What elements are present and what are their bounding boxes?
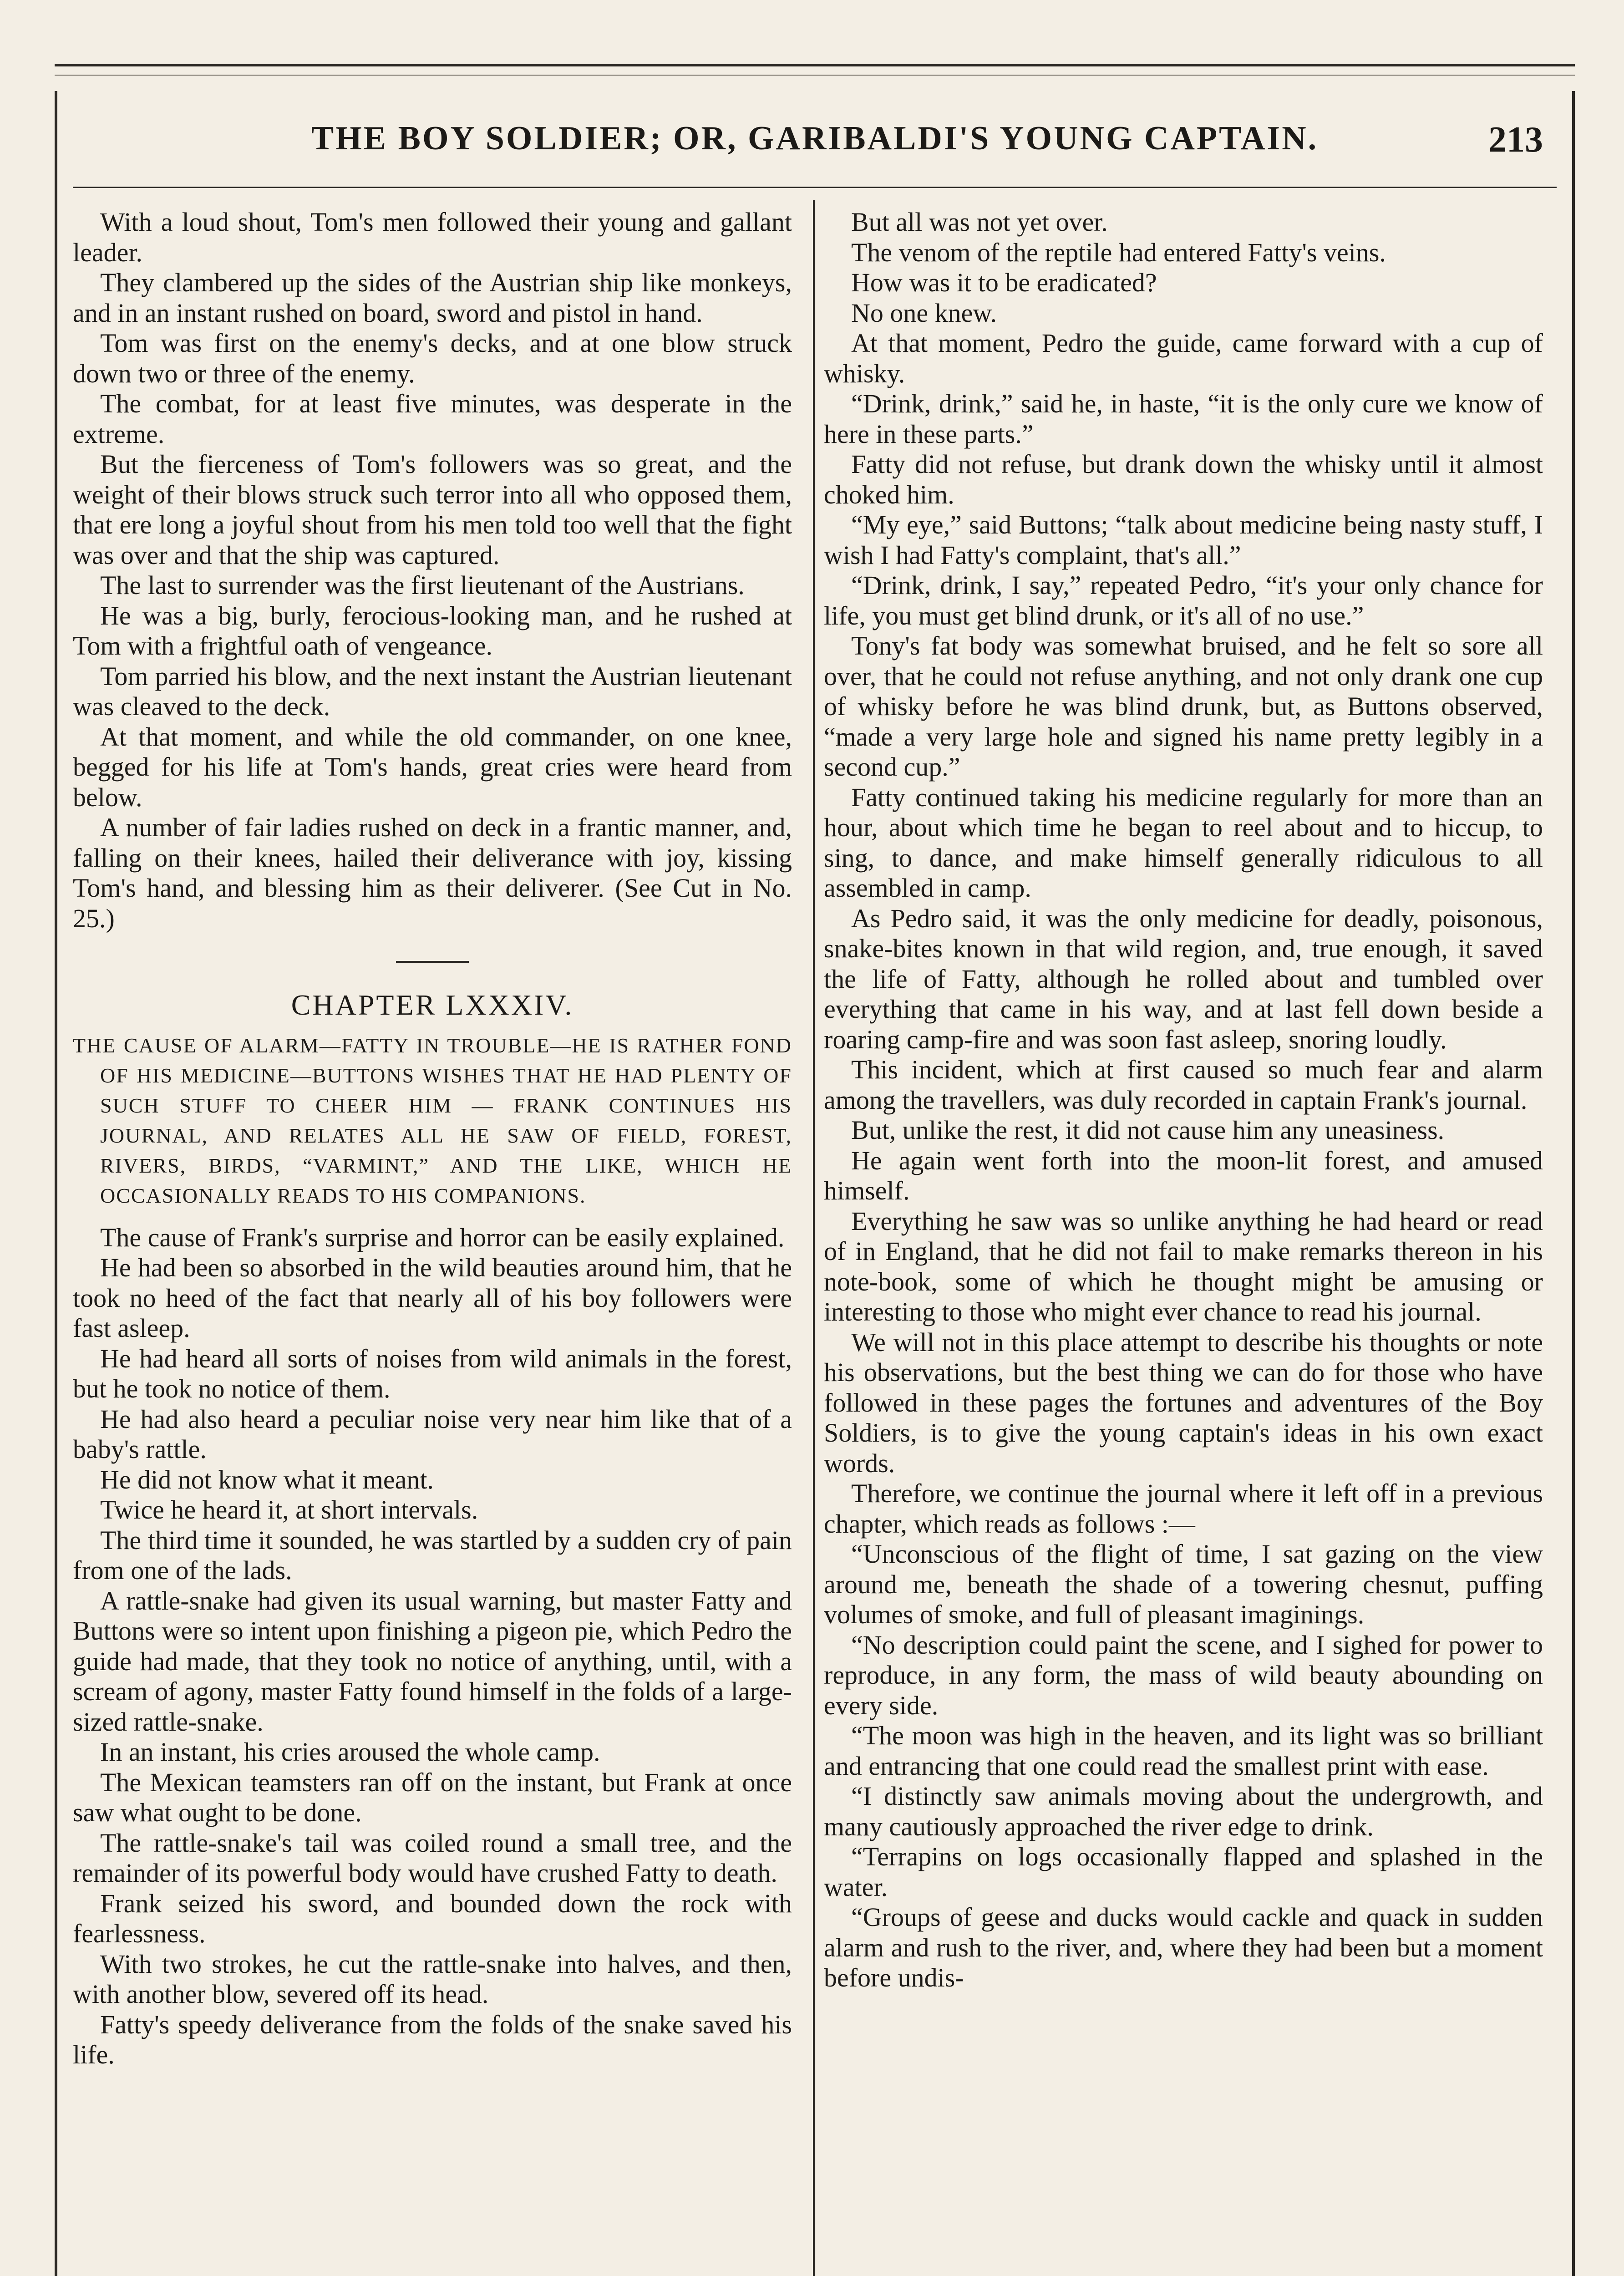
page-number: 213 [1488, 120, 1543, 160]
left-column-paragraph: He was a big, burly, ferocious-looking man, and he rushed at Tom with a frightful oath of vengeance. [73, 600, 792, 660]
column-divider [813, 200, 815, 2276]
left-column-paragraph: Fatty's speedy deliverance from the folds of the snake saved his life. [73, 2009, 792, 2069]
chapter-synopsis: THE CAUSE OF ALARM—FATTY IN TROUBLE—HE IS RATHER FOND OF HIS MEDICINE—BUTTONS WISHES THAT HE HAD PLENTY OF SUCH STUFF TO CHEER HIM — FRANK CONTINUES HIS JOURNAL, AND RELATES ALL HE SAW OF FIELD, FOREST, RIVERS, BIRDS, “VARMINT,” AND THE LIKE, WHICH HE OCCASIONALLY READS TO HIS COMPANIONS. [73, 1033, 792, 1207]
right-column-paragraph: As Pedro said, it was the only medicine for deadly, poisonous, snake-bites known in that wild region, and, true enough, it saved the life of Fatty, although he rolled about and tumbled over everything that came in his way, and at last fell down beside a roaring camp-fire and was soon fast asleep, snoring loudly. [824, 903, 1543, 1054]
running-title: THE BOY SOLDIER; OR, GARIBALDI'S YOUNG CAPTAIN. [311, 120, 1319, 157]
header-rule [73, 187, 1557, 188]
right-column-paragraph: But, unlike the rest, it did not cause him any uneasiness. [851, 1115, 1445, 1145]
right-column-paragraph: The venom of the reptile had entered Fatty's veins. [851, 237, 1386, 267]
left-column-paragraph: He did not know what it meant. [100, 1464, 434, 1494]
left-column-paragraph: But the fierceness of Tom's followers was so great, and the weight of their blows struck such terror into all who opposed them, that ere long a joyful shout from his men told too well that the fight was over and that the ship was captured. [73, 449, 792, 570]
right-column-paragraph: No one knew. [851, 298, 997, 328]
left-column-paragraph: The combat, for at least five minutes, was desperate in the extreme. [73, 389, 792, 449]
left-column-paragraph: The rattle-snake's tail was coiled round a small tree, and the remainder of its powerful body would have crushed Fatty to death. [73, 1828, 792, 1888]
left-column-paragraph: Tom was first on the enemy's decks, and at one blow struck down two or three of the enemy. [73, 328, 792, 388]
right-column-paragraph: “Groups of geese and ducks would cackle and quack in sudden alarm and rush to the river, and, where they had been but a moment before undis- [824, 1902, 1543, 1992]
left-column-paragraph: He had also heard a peculiar noise very near him like that of a baby's rattle. [73, 1404, 792, 1464]
left-column [73, 207, 792, 2276]
left-column-paragraphs-a [73, 207, 792, 934]
right-column-paragraph: “Unconscious of the flight of time, I sat gazing on the view around me, beneath the shade of a towering chesnut, puffing volumes of smoke, and full of pleasant imaginings. [824, 1539, 1543, 1629]
right-column-paragraph: This incident, which at first caused so much fear and alarm among the travellers, was duly recorded in captain Frank's journal. [824, 1055, 1543, 1115]
left-column-paragraph: He had been so absorbed in the wild beauties around him, that he took no heed of the fact that nearly all of his boy followers were fast asleep. [73, 1253, 792, 1343]
left-column-paragraph: A number of fair ladies rushed on deck in a frantic manner, and, falling on their knees, hailed their deliverance with joy, kissing Tom's hand, and blessing him as their deliverer. (See Cut in No. 25.) [73, 813, 792, 933]
right-column-paragraph: But all was not yet over. [851, 207, 1108, 237]
top-rule [55, 64, 1575, 66]
right-column-paragraph: He again went forth into the moon-lit forest, and amused himself. [824, 1145, 1543, 1205]
page-header [73, 119, 1557, 178]
right-column-paragraph: Fatty continued taking his medicine regularly for more than an hour, about which time he began to reel about and to hiccup, to sing, to dance, and make himself generally ridiculous to all assembled in camp. [824, 782, 1543, 903]
right-column [824, 207, 1543, 2276]
left-column-paragraphs-b [73, 1223, 792, 2070]
left-column-paragraph: Frank seized his sword, and bounded down the rock with fearlessness. [73, 1888, 792, 1948]
right-column-paragraphs [824, 207, 1543, 1993]
right-column-paragraph: Tony's fat body was somewhat bruised, and he felt so sore all over, that he could not refuse anything, and not only drank one cup of whisky before he was blind drunk, but, as Buttons observed, “made a very large hole and signed his name pretty legibly in a second cup.” [824, 631, 1543, 782]
right-column-paragraph: Therefore, we continue the journal where it left off in a previous chapter, which reads as follows :— [824, 1478, 1543, 1539]
right-column-paragraph: “Terrapins on logs occasionally flapped and splashed in the water. [824, 1842, 1543, 1902]
left-column-paragraph: With a loud shout, Tom's men followed their young and gallant leader. [73, 207, 792, 267]
right-column-paragraph: Everything he saw was so unlike anything he had heard or read of in England, that he did not fail to make remarks thereon in his note-book, some of which he thought might be amusing or interesting to those who might ever chance to read his journal. [824, 1206, 1543, 1326]
right-column-paragraph: “Drink, drink,” said he, in haste, “it is the only cure we know of here in these parts.” [824, 389, 1543, 449]
chapter-title: CHAPTER LXXXIV. [291, 989, 574, 1021]
left-column-paragraph: The cause of Frank's surprise and horror can be easily explained. [100, 1222, 785, 1252]
right-column-paragraph: “I distinctly saw animals moving about the undergrowth, and many cautiously approached the river edge to drink. [824, 1781, 1543, 1841]
left-column-paragraph: The Mexican teamsters ran off on the instant, but Frank at once saw what ought to be done. [73, 1767, 792, 1827]
right-column-paragraph: At that moment, Pedro the guide, came forward with a cup of whisky. [824, 328, 1543, 388]
left-column-paragraph: With two strokes, he cut the rattle-snake into halves, and then, with another blow, severed off its head. [73, 1949, 792, 2009]
right-column-paragraph: “My eye,” said Buttons; “talk about medicine being nasty stuff, I wish I had Fatty's complaint, that's all.” [824, 510, 1543, 570]
right-column-paragraph: How was it to be eradicated? [851, 268, 1157, 297]
left-column-paragraph: He had heard all sorts of noises from wild animals in the forest, but he took no notice of them. [73, 1343, 792, 1403]
left-column-paragraph: At that moment, and while the old commander, on one knee, begged for his life at Tom's hands, great cries were heard from below. [73, 721, 792, 812]
right-column-paragraph: Fatty did not refuse, but drank down the whisky until it almost choked him. [824, 449, 1543, 509]
left-column-paragraph: The last to surrender was the first lieutenant of the Austrians. [100, 570, 745, 600]
top-rule-thin [55, 75, 1575, 76]
left-column-paragraph: Twice he heard it, at short intervals. [100, 1495, 478, 1524]
right-column-paragraph: “Drink, drink, I say,” repeated Pedro, “it's your only chance for life, you must get blind drunk, or it's all of no use.” [824, 570, 1543, 630]
right-column-paragraph: We will not in this place attempt to describe his thoughts or note his observations, but the best thing we can do for those who have followed in these pages the fortunes and adventures of the Boy Soldiers, is to give the young captain's ideas in his own exact words. [824, 1327, 1543, 1478]
right-column-paragraph: “The moon was high in the heaven, and its light was so brilliant and entrancing that one could read the smallest print with ease. [824, 1721, 1543, 1781]
left-column-paragraph: Tom parried his blow, and the next instant the Austrian lieutenant was cleaved to the deck. [73, 661, 792, 721]
left-column-paragraph: A rattle-snake had given its usual warning, but master Fatty and Buttons were so intent upon finishing a pigeon pie, which Pedro the guide had made, that they took no notice of anything, until, with a scream of agony, master Fatty found himself in the folds of a large-sized rattle-snake. [73, 1585, 792, 1737]
left-column-paragraph: They clambered up the sides of the Austrian ship like monkeys, and in an instant rushed on board, sword and pistol in hand. [73, 268, 792, 328]
right-column-paragraph: “No description could paint the scene, and I sighed for power to reproduce, in any form, the mass of wild beauty abounding on every side. [824, 1630, 1543, 1720]
left-column-paragraph: The third time it sounded, he was startled by a sudden cry of pain from one of the lads. [73, 1525, 792, 1585]
left-column-paragraph: In an instant, his cries aroused the whole camp. [100, 1737, 600, 1767]
section-separator [396, 961, 469, 963]
